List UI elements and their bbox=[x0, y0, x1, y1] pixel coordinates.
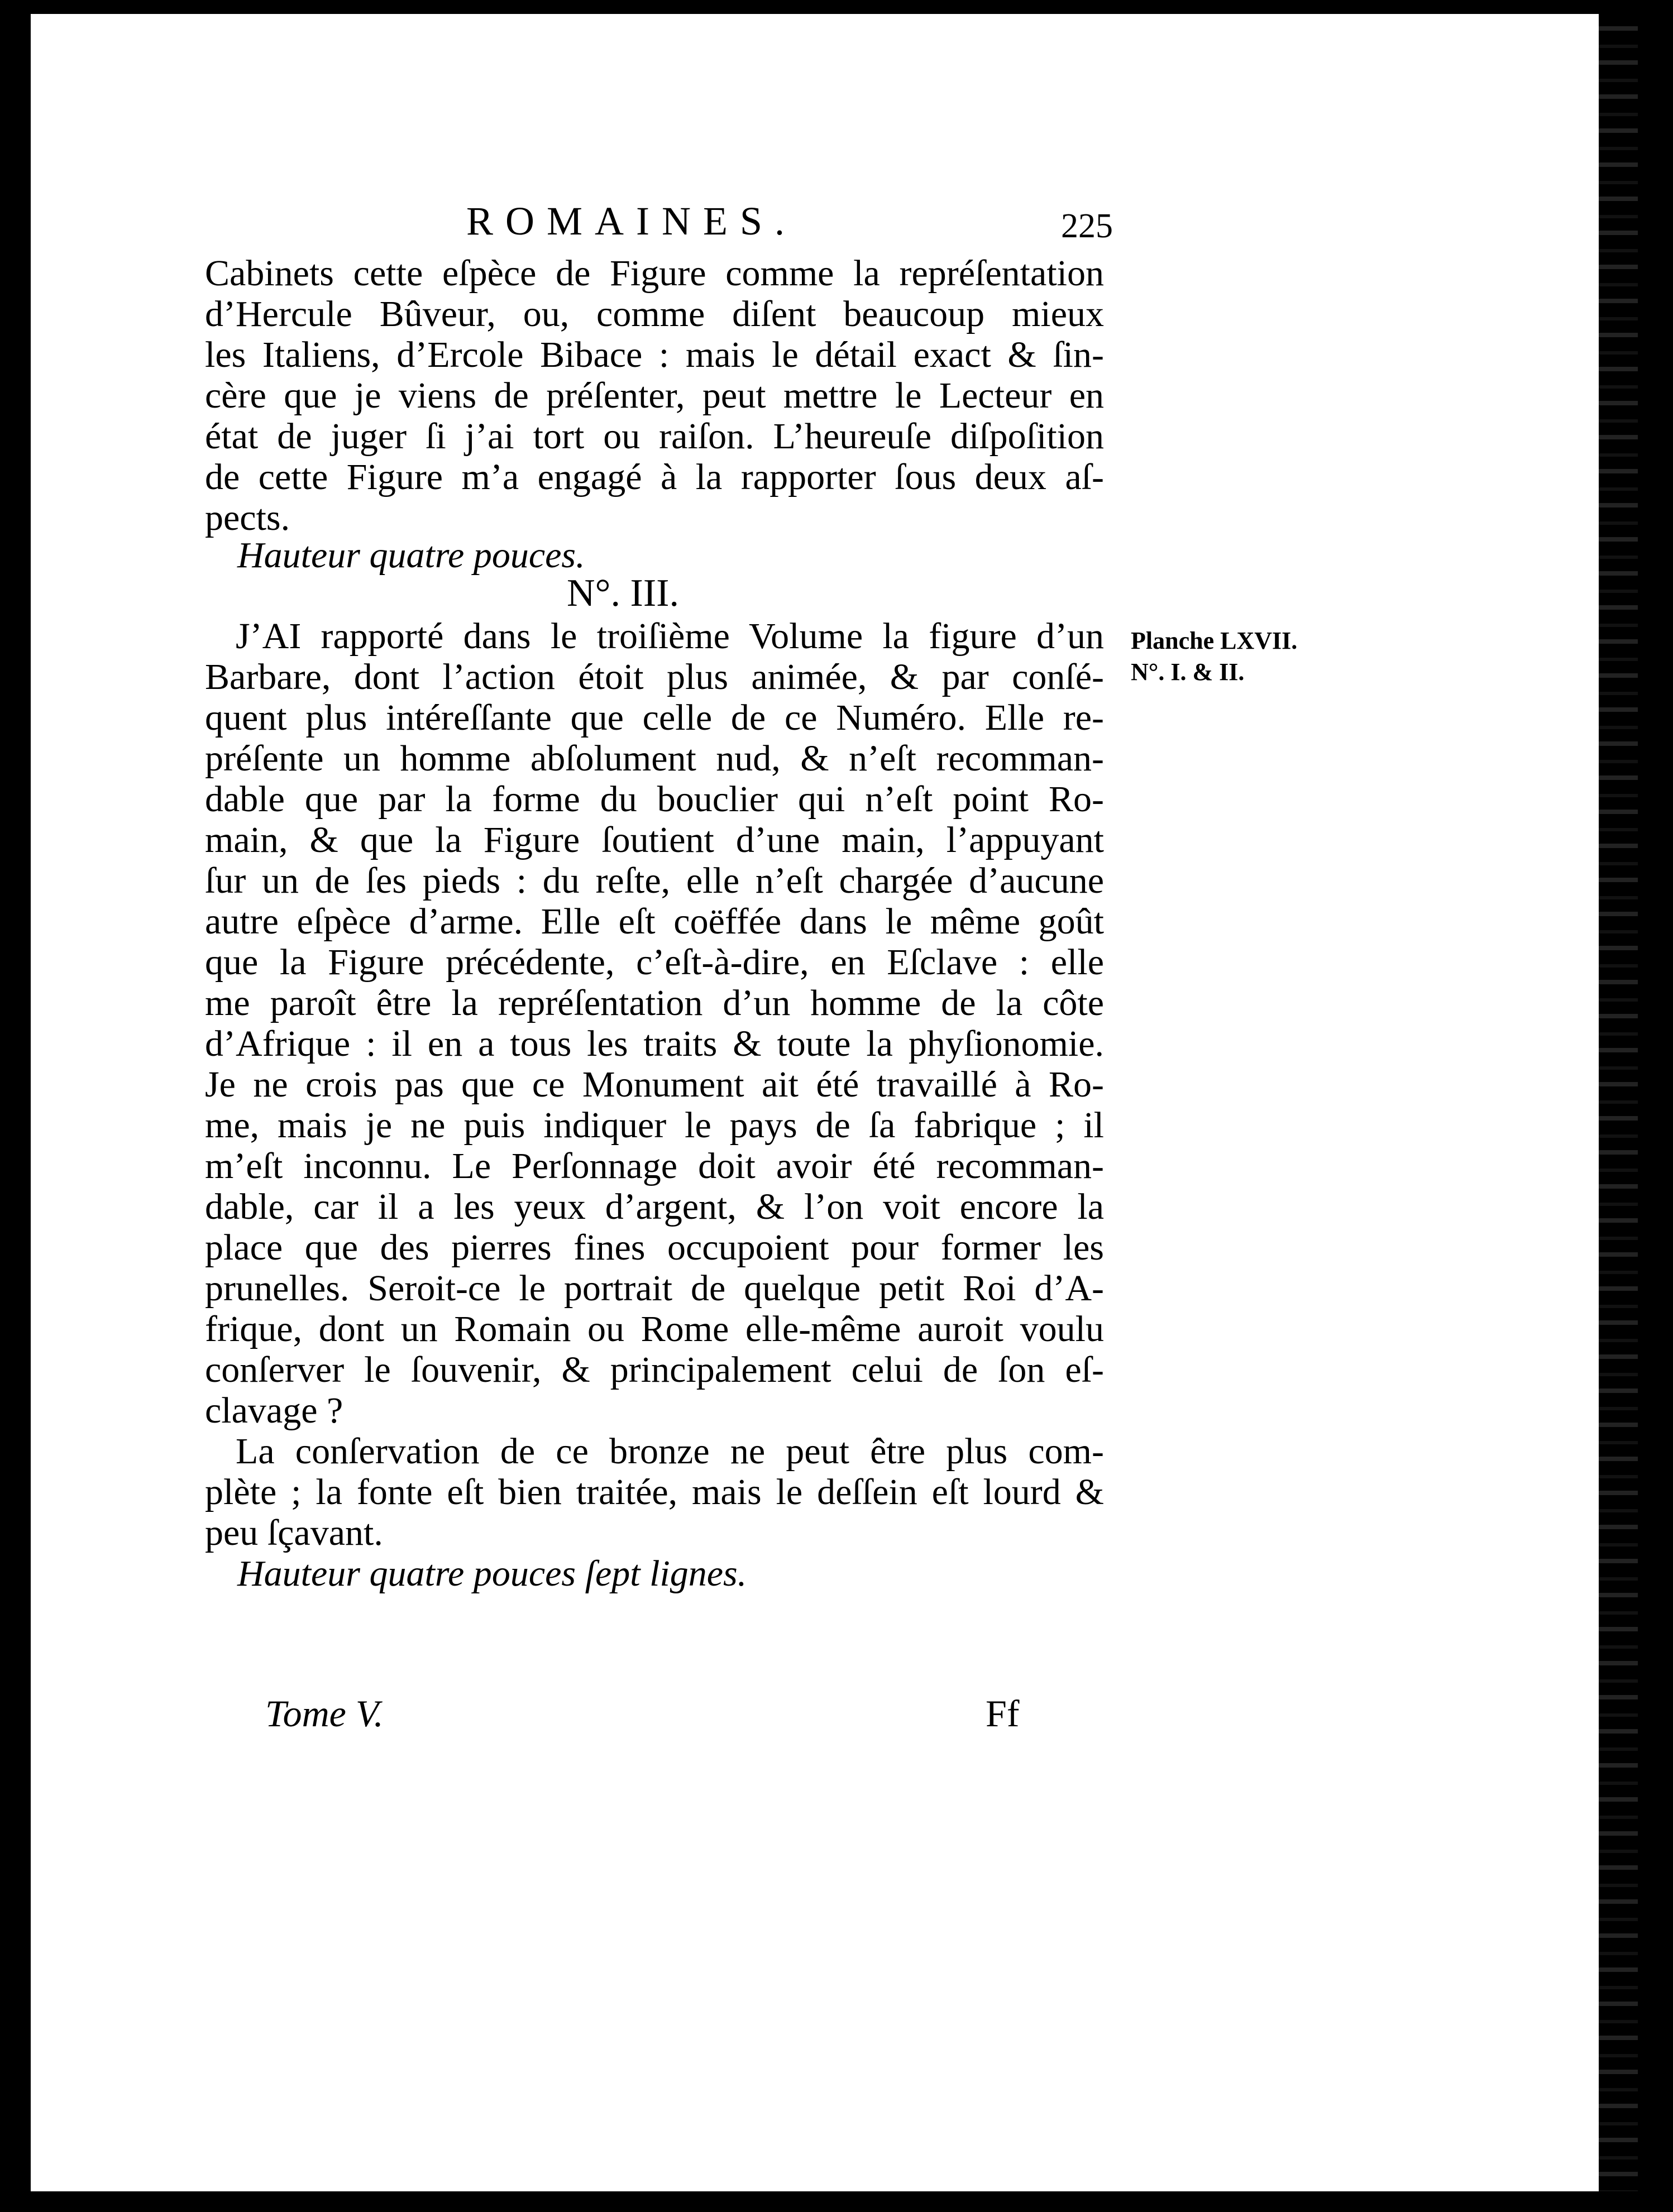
section-number: N°. III. bbox=[567, 572, 679, 615]
text-line: dable que par la forme du bouclier qui n’eſt point Ro- bbox=[205, 779, 1104, 820]
text-line: de cette Figure m’a engagé à la rapporter ſous deux aſ- bbox=[205, 457, 1104, 497]
page-edge-shadow bbox=[1599, 14, 1638, 2191]
text-line: préſente un homme abſolument nud, & n’eſt recomman- bbox=[205, 738, 1104, 779]
text-line: autre eſpèce d’arme. Elle eſt coëffée dans le même goût bbox=[205, 901, 1104, 942]
text-line: place que des pierres fines occupoient pour former les bbox=[205, 1227, 1104, 1268]
text-line: frique, dont un Romain ou Rome elle-même auroit voulu bbox=[205, 1309, 1104, 1349]
text-line: conſerver le ſouvenir, & principalement celui de ſon eſ- bbox=[205, 1349, 1104, 1390]
page-number: 225 bbox=[1061, 207, 1113, 245]
text-line: Barbare, dont l’action étoit plus animée, & par conſé- bbox=[205, 657, 1104, 697]
text-line: peu ſçavant. bbox=[205, 1512, 383, 1553]
text-line: Cabinets cette eſpèce de Figure comme la repréſentation bbox=[205, 253, 1104, 294]
text-line: cère que je viens de préſenter, peut mettre le Lecteur en bbox=[205, 375, 1104, 416]
text-line: quent plus intéreſſante que celle de ce Numéro. Elle re- bbox=[205, 697, 1104, 738]
height-note: Hauteur quatre pouces ſept lignes. bbox=[237, 1553, 747, 1594]
text-line: les Italiens, d’Ercole Bibace : mais le détail exact & ſin- bbox=[205, 334, 1104, 375]
book-page bbox=[31, 14, 1638, 2191]
running-head: ROMAINES. bbox=[466, 199, 797, 243]
text-line: d’Hercule Bûveur, ou, comme diſent beaucoup mieux bbox=[205, 294, 1104, 334]
text-line: me, mais je ne puis indiquer le pays de ſa fabrique ; il bbox=[205, 1105, 1104, 1146]
text-line: Je ne crois pas que ce Monument ait été travaillé à Ro- bbox=[205, 1064, 1104, 1105]
text-line: clavage ? bbox=[205, 1390, 343, 1431]
text-line: d’Afrique : il en a tous les traits & toute la phyſionomie. bbox=[205, 1023, 1104, 1064]
text-line: ſur un de ſes pieds : du reſte, elle n’eſt chargée d’aucune bbox=[205, 860, 1104, 901]
text-line: pects. bbox=[205, 497, 290, 538]
text-line: dable, car il a les yeux d’argent, & l’on voit encore la bbox=[205, 1186, 1104, 1227]
text-line: que la Figure précédente, c’eſt-à-dire, en Eſclave : elle bbox=[205, 942, 1104, 983]
text-line: J’AI rapporté dans le troiſième Volume la figure d’un bbox=[236, 616, 1104, 657]
footer-signature-mark: Ff bbox=[986, 1692, 1020, 1735]
text-line: main, & que la Figure ſoutient d’une main, l’appuyant bbox=[205, 820, 1104, 860]
plate-reference: Planche LXVII. bbox=[1131, 627, 1298, 654]
footer-volume: Tome V. bbox=[265, 1692, 384, 1735]
text-line: plète ; la fonte eſt bien traitée, mais le deſſein eſt lourd & bbox=[205, 1472, 1104, 1512]
margin-note bbox=[1131, 625, 1297, 688]
text-line: m’eſt inconnu. Le Perſonnage doit avoir été recomman- bbox=[205, 1146, 1104, 1186]
height-note: Hauteur quatre pouces. bbox=[237, 535, 585, 576]
text-line: état de juger ſi j’ai tort ou raiſon. L’heureuſe diſpoſition bbox=[205, 416, 1104, 457]
plate-figure-numbers: N°. I. & II. bbox=[1131, 658, 1245, 686]
text-line: prunelles. Seroit-ce le portrait de quelque petit Roi d’A- bbox=[205, 1268, 1104, 1309]
text-line: me paroît être la repréſentation d’un homme de la côte bbox=[205, 983, 1104, 1023]
text-line: La conſervation de ce bronze ne peut être plus com- bbox=[236, 1431, 1104, 1472]
